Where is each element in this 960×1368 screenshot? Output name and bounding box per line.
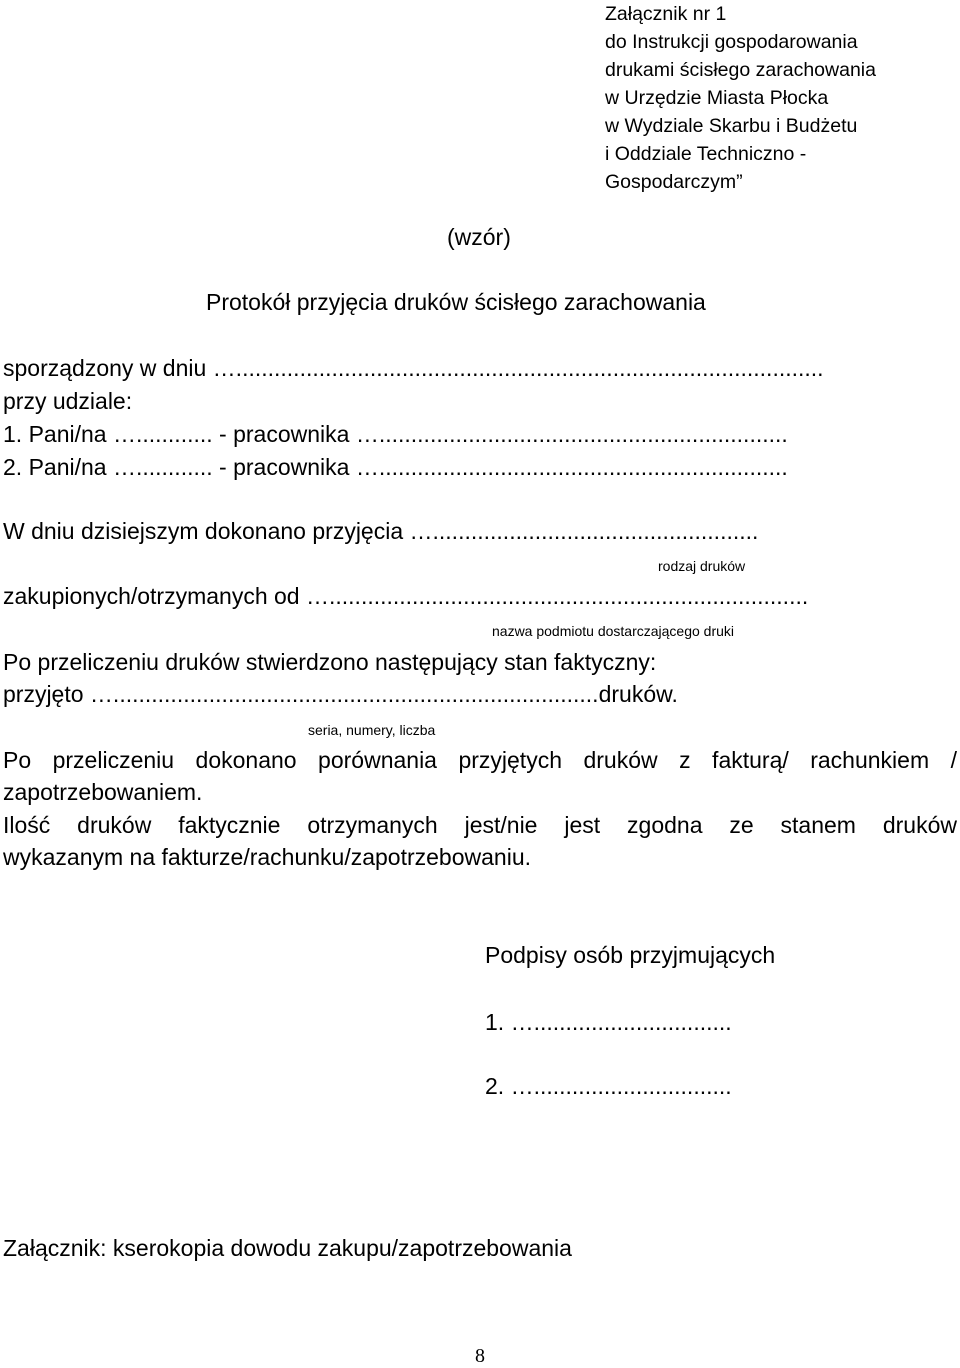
attachment-line: w Wydziale Skarbu i Budżetu xyxy=(605,115,858,137)
participation-label: przy udziale: xyxy=(3,388,133,414)
accepted-hint: seria, numery, liczba xyxy=(308,722,436,738)
signature-line-1: 1. …............................... xyxy=(485,1009,732,1035)
accepted-line: przyjęto …............................................................................druków. xyxy=(3,681,678,707)
attachment-note: Załącznik: kserokopia dowodu zakupu/zapotrzebowania xyxy=(3,1235,572,1261)
quantity-line-1: Ilość druków faktycznie otrzymanych jest/nie jest zgodna ze stanem druków xyxy=(3,812,957,838)
attachment-line: Załącznik nr 1 xyxy=(605,3,727,25)
acceptance-hint: rodzaj druków xyxy=(658,558,746,574)
attachment-line: Gospodarczym” xyxy=(605,171,743,193)
date-line: sporządzony w dniu …............................................................................................ xyxy=(3,355,824,381)
attachment-line: drukami ścisłego zarachowania xyxy=(605,59,876,81)
attachment-line: do Instrukcji gospodarowania xyxy=(605,31,858,53)
person-1-line: 1. Pani/na …............ - pracownika …................................................................ xyxy=(3,421,788,447)
purchased-line: zakupionych/otrzymanych od …........................................................................... xyxy=(3,583,809,609)
document-title: Protokół przyjęcia druków ścisłego zarachowania xyxy=(206,289,706,315)
quantity-line-2: wykazanym na fakturze/rachunku/zapotrzebowaniu. xyxy=(3,844,532,870)
person-2-line: 2. Pani/na …............ - pracownika …................................................................ xyxy=(3,454,788,480)
comparison-line-1: Po przeliczeniu dokonano porównania przyjętych druków z fakturą/ rachunkiem / xyxy=(3,747,957,773)
count-statement: Po przeliczeniu druków stwierdzono następujący stan faktyczny: xyxy=(3,649,657,675)
attachment-header xyxy=(605,0,876,196)
attachment-line: w Urzędzie Miasta Płocka xyxy=(605,87,829,109)
signatures-heading: Podpisy osób przyjmujących xyxy=(485,942,776,968)
purchased-hint: nazwa podmiotu dostarczającego druki xyxy=(492,623,735,639)
form-label: (wzór) xyxy=(447,224,511,250)
page-number: 8 xyxy=(475,1345,485,1367)
signature-line-2: 2. …............................... xyxy=(485,1073,732,1099)
comparison-line-2: zapotrzebowaniem. xyxy=(3,779,203,805)
acceptance-line: W dniu dzisiejszym dokonano przyjęcia …................................................... xyxy=(3,518,759,544)
attachment-line: i Oddziale Techniczno - xyxy=(605,143,807,165)
